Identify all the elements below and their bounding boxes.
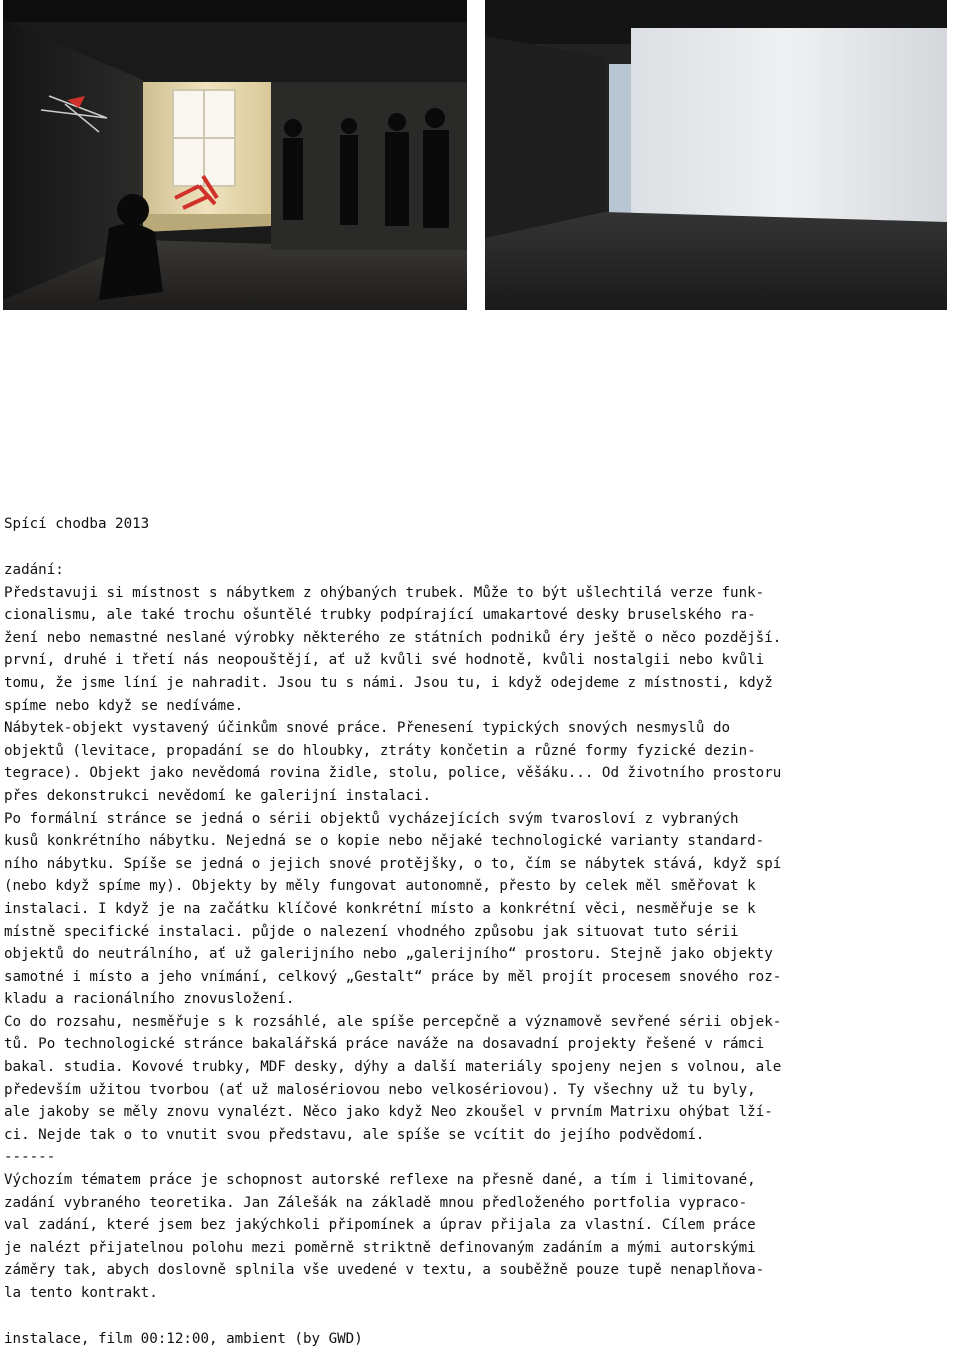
projection-room-photo bbox=[485, 0, 947, 310]
document-body bbox=[4, 559, 956, 1305]
body-paragraph: Výchozím tématem práce je schopnost autorské reflexe na přesně dané, a tím i limitované, zadání vybraného teoretika. Jan Zálešák na základě mnou předloženého portfolia vypraco- val zadání, které jsem bez jakýchkoli připomínek a úprav přijala za vlastní. Cílem práce je nalézt přijatelnou polohu mezi poměrně striktně definovaným zadáním a mými autorskými záměry tak, abych doslovně splnila vše uvedené v textu, a souběžně pouze tupě nenaplňova- la tento kontrakt. bbox=[4, 1172, 765, 1301]
gallery-installation-image bbox=[3, 0, 467, 310]
footer-credits: instalace, film 00:12:00, ambient (by GWD) bbox=[4, 1331, 363, 1347]
body-paragraph: zadání: Představuji si místnost s nábytkem z ohýbaných trubek. Může to být ušlechtilá verze funk- cionalismu, ale také trochu ošuntělé trubky podpírající umakartové desky bruselského ra- žení nebo nemastné neslané výrobky některého ze státních podniků éry ještě o něco pozdější. bbox=[4, 562, 782, 646]
room-floor bbox=[485, 212, 947, 310]
left-wall bbox=[485, 36, 605, 238]
crouching-visitor-head bbox=[117, 194, 149, 226]
gallery-installation-photo bbox=[3, 0, 467, 310]
projection-room-image bbox=[485, 0, 947, 310]
doorway bbox=[609, 64, 631, 214]
document-title bbox=[4, 513, 956, 536]
body-paragraph: Co do rozsahu, nesměřuje s k rozsáhlé, ale spíše percepčně a významově sevřené sérii objek- tů. Po technologické stránce bakalářská práce naváže na dosavadní projekty řešené v rámci bakal. studia. Kovové trubky, MDF desky, dýhy a další materiály spojeny nejen s volnou, ale především užitou tvorbou (ať už malosériovou nebo velkosériovou). Ty všechny už tu byly, ale jakoby se měly znovu vynalézt. Něco jako když Neo zkoušel v prvním Matrixu ohýbat lží- ci. Nejde tak o to vnutit svou představu, ale spíše se vcítit do jejího podvědomí. bbox=[4, 1013, 782, 1143]
projection-screen bbox=[631, 28, 947, 224]
separator-dashes: ------ bbox=[4, 1149, 56, 1166]
ceiling bbox=[3, 0, 467, 22]
body-paragraph: Nábytek-objekt vystavený účinkům snové práce. Přenesení typických snových nesmyslů do objektů (levitace, propadání se do hloubky, ztráty končetin a různé formy fyzické dezin- tegrace). Objekt jako nevědomá rovina židle, stolu, police, věšáku... Od životního prostoru přes dekonstrukci nevědomí ke galerijní instalaci. bbox=[4, 720, 782, 804]
body-paragraph: Po formální stránce se jedná o sérii objektů vycházejících svým tvarosloví z vybraných kusů konkrétního nábytku. Nejedná se o kopie nebo nějaké technologické varianty standard- ního nábytku. Spíše se jedná o jejich snové protějšky, o to, čím se nábytek stává, když spí (nebo když spíme my). Objekty by měly fungovat autonomně, přesto by celek měl směřovat k instalaci. I když je na začátku klíčové konkrétní místo a konkrétní věci, nesměřuje se k místně specifické instalaci. půjde o nalezení vhodného způsobu jak situovat tuto sérii objektů do neutrálního, ať už galerijního nebo „galerijního“ prostoru. Stejně jako objekty samotné i místo a jeho vnímání, celkový „Gestalt“ práce by měl projít procesem snového roz- kladu a racionálního znovusložení. bbox=[4, 810, 782, 1008]
body-paragraph: první, druhé i třetí nás neopouštějí, ať už kvůli své hodnotě, kvůli nostalgii nebo kvůli tomu, že jsme líní je nahradit. Jsou tu s námi. Jsou tu, i když odejdeme z místnosti, když spíme nebo když se nedíváme. bbox=[4, 652, 773, 714]
crouching-visitor-body bbox=[99, 224, 163, 300]
title-text: Spící chodba 2013 bbox=[4, 516, 150, 532]
